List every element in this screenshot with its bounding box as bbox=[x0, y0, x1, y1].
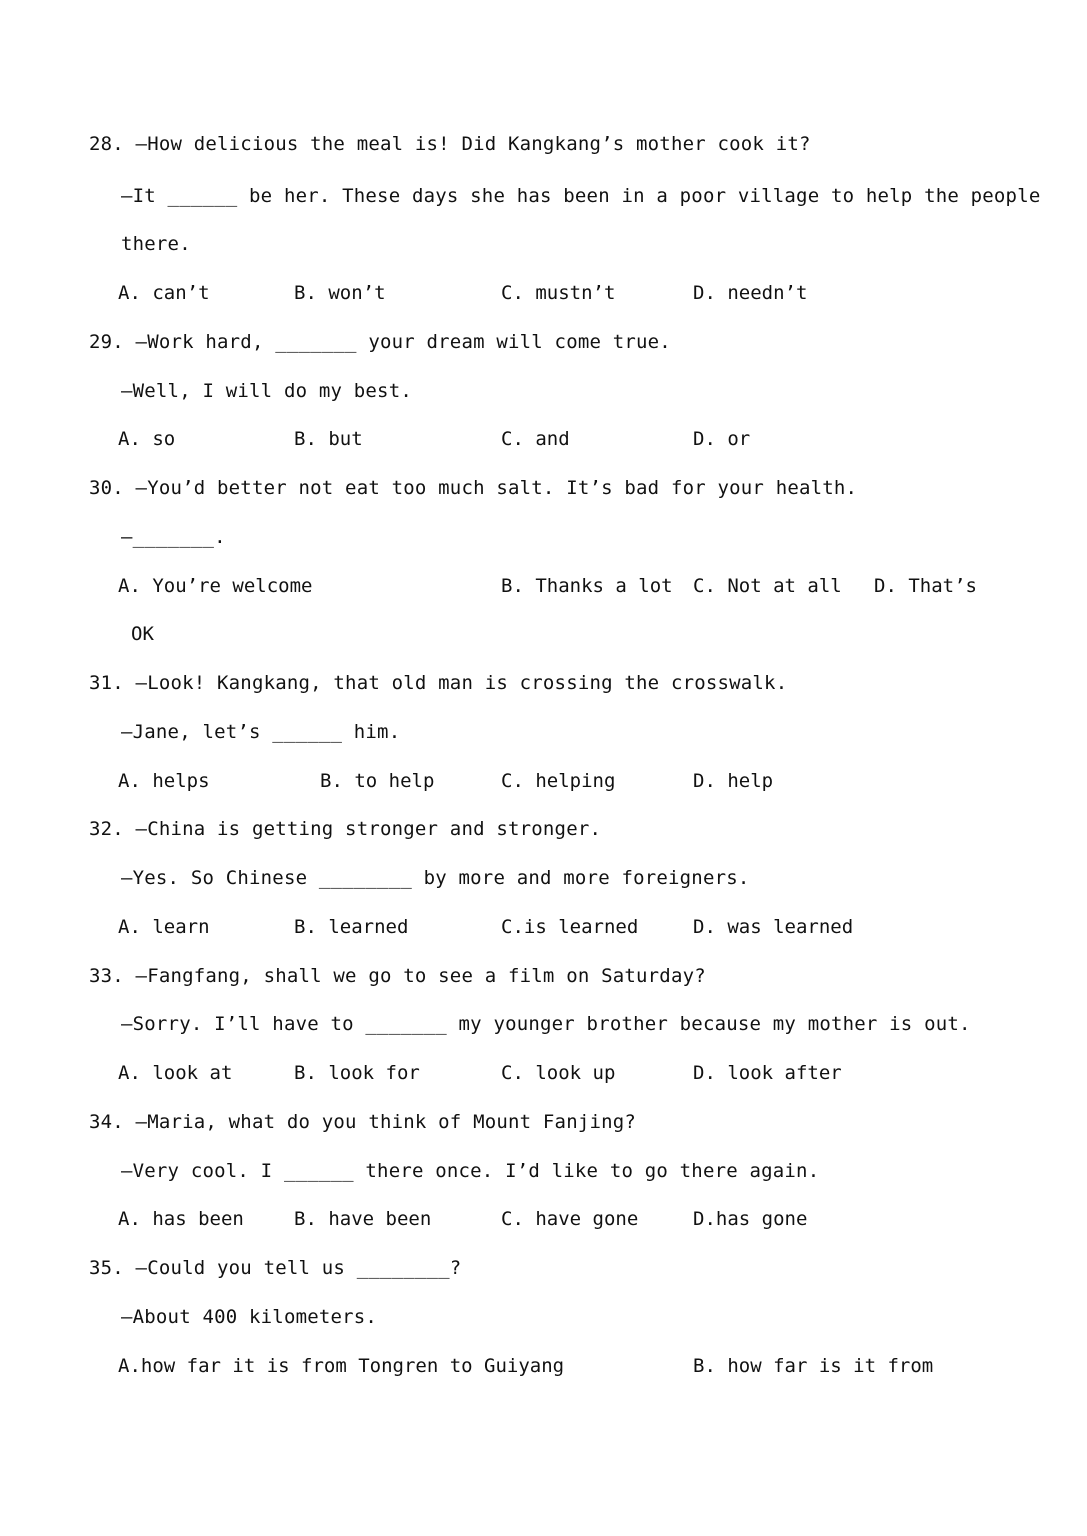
option-30-a: A. You’re welcome bbox=[118, 575, 313, 597]
question-31: 31. —Look! Kangkang, that old man is crossing the crosswalk. bbox=[89, 672, 788, 694]
option-30-b: B. Thanks a lot bbox=[501, 575, 673, 597]
question-29: 29. —Work hard, _______ your dream will come true. bbox=[89, 331, 671, 353]
question-34: 34. —Maria, what do you think of Mount Fanjing? bbox=[89, 1111, 637, 1133]
option-32-b: B. learned bbox=[294, 916, 409, 938]
answer-34: —Very cool. I ______ there once. I’d like to go there again. bbox=[121, 1160, 820, 1182]
option-34-a: A. has been bbox=[118, 1208, 244, 1230]
question-35: 35. —Could you tell us ________? bbox=[89, 1257, 462, 1279]
answer-28: —It ______ be her. These days she has been in a poor village to help the people bbox=[121, 185, 1041, 207]
option-28-b: B. won’t bbox=[294, 282, 386, 304]
option-32-a: A. learn bbox=[118, 916, 210, 938]
option-28-d: D. needn’t bbox=[693, 282, 808, 304]
option-32-c: C.is learned bbox=[501, 916, 639, 938]
option-30-d-wrap: OK bbox=[131, 623, 154, 645]
answer-28-cont: there. bbox=[121, 233, 191, 255]
option-34-d: D.has gone bbox=[693, 1208, 808, 1230]
option-35-a: A.how far it is from Tongren to Guiyang bbox=[118, 1355, 565, 1377]
option-35-b: B. how far is it from bbox=[693, 1355, 934, 1377]
option-29-d: D. or bbox=[693, 428, 751, 450]
option-33-b: B. look for bbox=[294, 1062, 420, 1084]
answer-30: —_______. bbox=[121, 526, 226, 548]
answer-31: —Jane, let’s ______ him. bbox=[121, 721, 401, 743]
question-33: 33. —Fangfang, shall we go to see a film on Saturday? bbox=[89, 965, 706, 987]
option-34-c: C. have gone bbox=[501, 1208, 639, 1230]
option-31-d: D. help bbox=[693, 770, 774, 792]
option-32-d: D. was learned bbox=[693, 916, 854, 938]
option-29-c: C. and bbox=[501, 428, 570, 450]
option-29-a: A. so bbox=[118, 428, 176, 450]
question-28: 28. —How delicious the meal is! Did Kangkang’s mother cook it? bbox=[89, 133, 811, 155]
option-28-c: C. mustn’t bbox=[501, 282, 616, 304]
option-31-a: A. helps bbox=[118, 770, 210, 792]
option-34-b: B. have been bbox=[294, 1208, 432, 1230]
option-30-c: C. Not at all bbox=[693, 575, 842, 597]
answer-33: —Sorry. I’ll have to _______ my younger brother because my mother is out. bbox=[121, 1013, 971, 1035]
option-29-b: B. but bbox=[294, 428, 363, 450]
question-30: 30. —You’d better not eat too much salt. It’s bad for your health. bbox=[89, 477, 858, 499]
answer-32: —Yes. So Chinese ________ by more and more foreigners. bbox=[121, 867, 750, 889]
option-30-d: D. That’s bbox=[874, 575, 977, 597]
answer-29: —Well, I will do my best. bbox=[121, 380, 412, 402]
answer-35: —About 400 kilometers. bbox=[121, 1306, 378, 1328]
question-32: 32. —China is getting stronger and stronger. bbox=[89, 818, 602, 840]
option-31-b: B. to help bbox=[320, 770, 435, 792]
option-33-c: C. look up bbox=[501, 1062, 616, 1084]
option-33-a: A. look at bbox=[118, 1062, 233, 1084]
option-28-a: A. can’t bbox=[118, 282, 210, 304]
option-33-d: D. look after bbox=[693, 1062, 842, 1084]
option-31-c: C. helping bbox=[501, 770, 616, 792]
